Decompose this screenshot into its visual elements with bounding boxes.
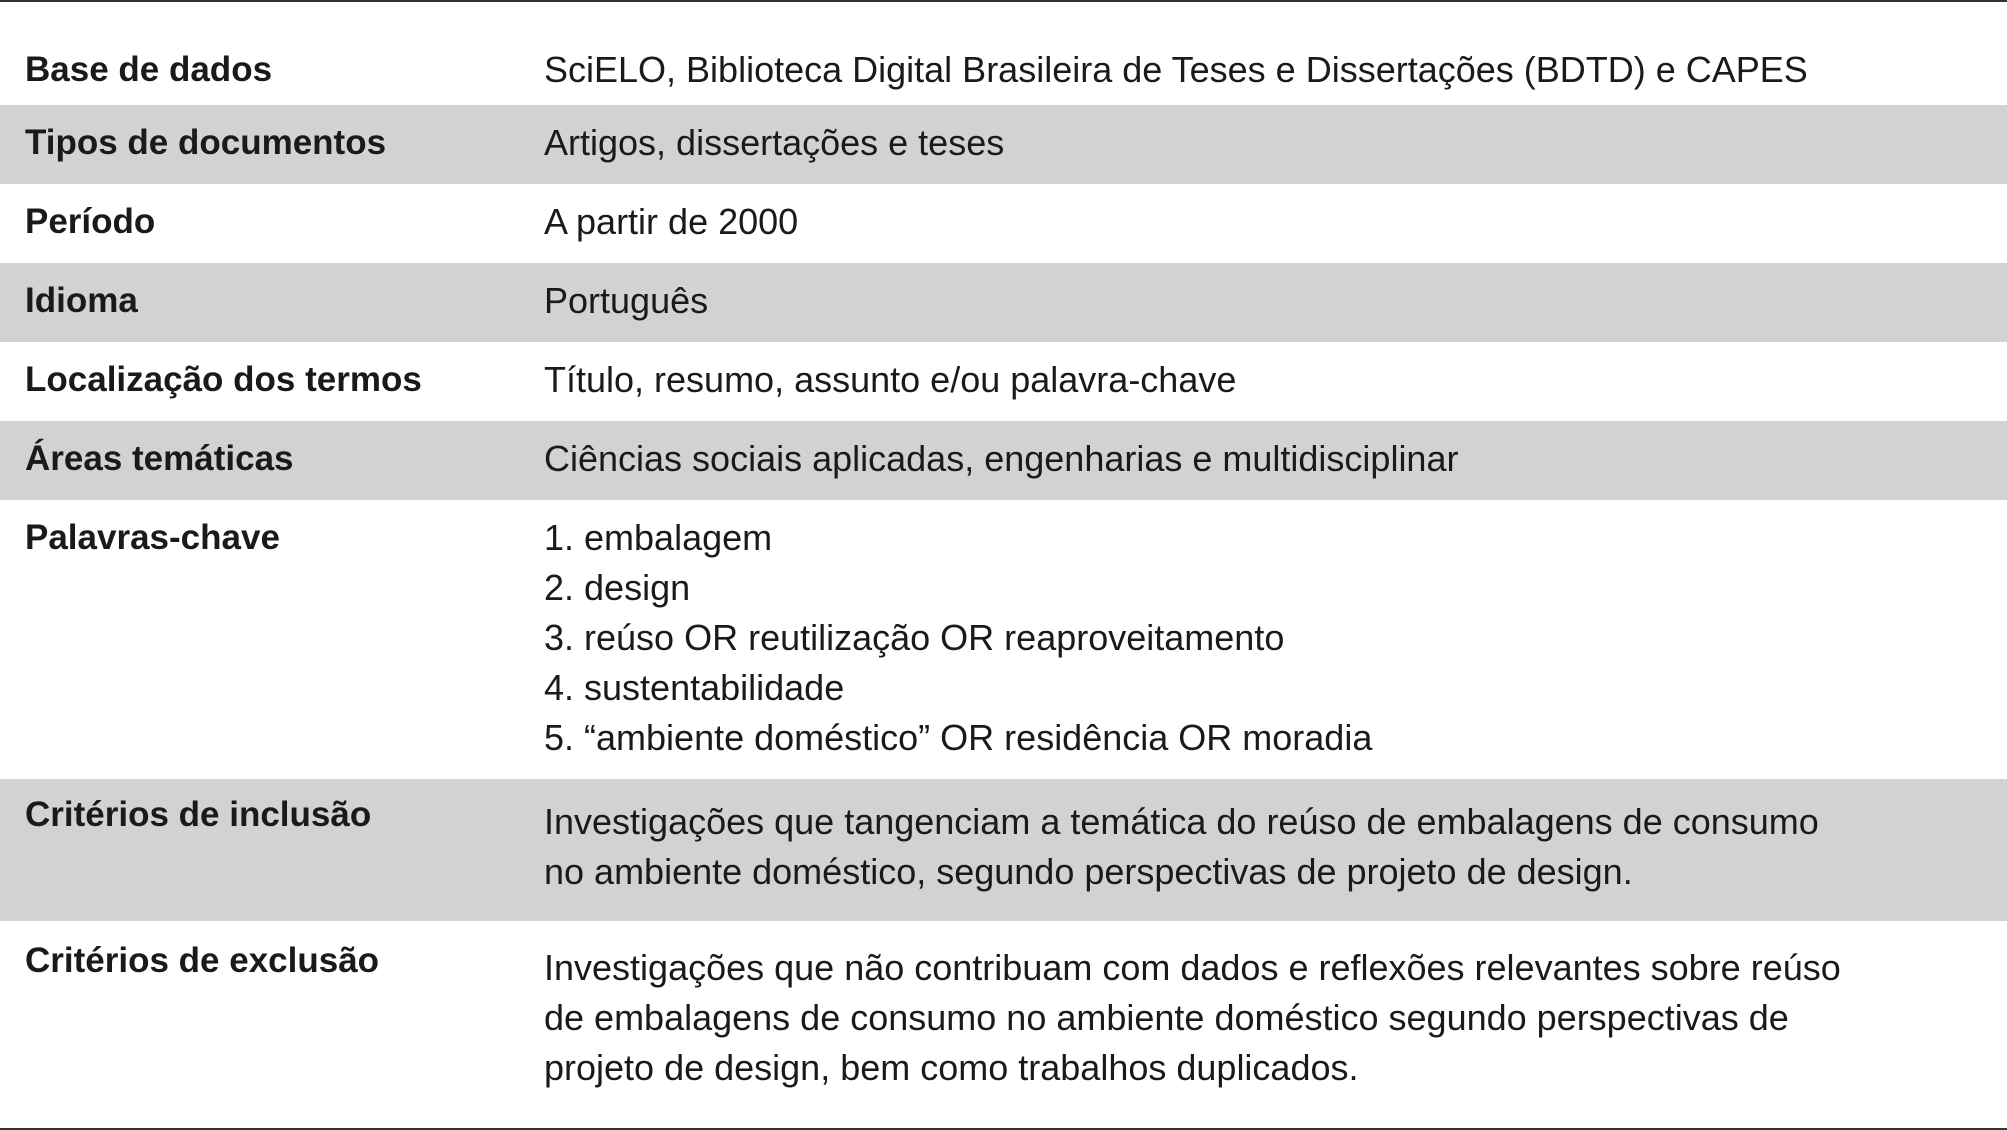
row-label: Critérios de exclusão bbox=[25, 941, 380, 980]
text-line: Investigações que não contribuam com dados e reflexões relevantes sobre reúso bbox=[544, 947, 1841, 988]
list-item: 1. embalagem bbox=[544, 517, 773, 558]
row-value: Português bbox=[544, 280, 709, 321]
table-row bbox=[0, 263, 2007, 342]
table-row bbox=[0, 25, 2007, 105]
table-row bbox=[0, 184, 2007, 263]
row-label: Áreas temáticas bbox=[25, 439, 294, 478]
table-row bbox=[0, 500, 2007, 779]
keyword-list bbox=[544, 513, 2007, 779]
table-row bbox=[0, 342, 2007, 421]
table-row bbox=[0, 921, 2007, 1126]
row-label: Base de dados bbox=[25, 50, 273, 89]
list-item: 4. sustentabilidade bbox=[544, 667, 845, 708]
row-value: Ciências sociais aplicadas, engenharias e multidisciplinar bbox=[544, 438, 1459, 479]
row-label: Tipos de documentos bbox=[25, 123, 387, 162]
table-row bbox=[0, 105, 2007, 184]
list-item: 3. reúso OR reutilização OR reaproveitamento bbox=[544, 617, 1285, 658]
row-value bbox=[544, 797, 2007, 921]
row-label: Critérios de inclusão bbox=[25, 795, 372, 834]
list-item: 5. “ambiente doméstico” OR residência OR moradia bbox=[544, 717, 1373, 758]
row-value: SciELO, Biblioteca Digital Brasileira de Teses e Dissertações (BDTD) e CAPES bbox=[544, 49, 1808, 90]
row-value bbox=[544, 943, 2007, 1126]
table-row bbox=[0, 421, 2007, 500]
text-line: projeto de design, bem como trabalhos duplicados. bbox=[544, 1047, 1359, 1088]
row-label: Período bbox=[25, 202, 156, 241]
row-label: Idioma bbox=[25, 281, 138, 320]
row-value: A partir de 2000 bbox=[544, 201, 799, 242]
text-line: Investigações que tangenciam a temática do reúso de embalagens de consumo bbox=[544, 801, 1819, 842]
row-label: Palavras-chave bbox=[25, 518, 280, 557]
table-row bbox=[0, 779, 2007, 921]
list-item: 2. design bbox=[544, 567, 691, 608]
row-value: Artigos, dissertações e teses bbox=[544, 122, 1005, 163]
text-line: de embalagens de consumo no ambiente doméstico segundo perspectivas de bbox=[544, 997, 1789, 1038]
row-label: Localização dos termos bbox=[25, 360, 422, 399]
row-value: Título, resumo, assunto e/ou palavra-chave bbox=[544, 359, 1237, 400]
text-line: no ambiente doméstico, segundo perspectivas de projeto de design. bbox=[544, 851, 1633, 892]
